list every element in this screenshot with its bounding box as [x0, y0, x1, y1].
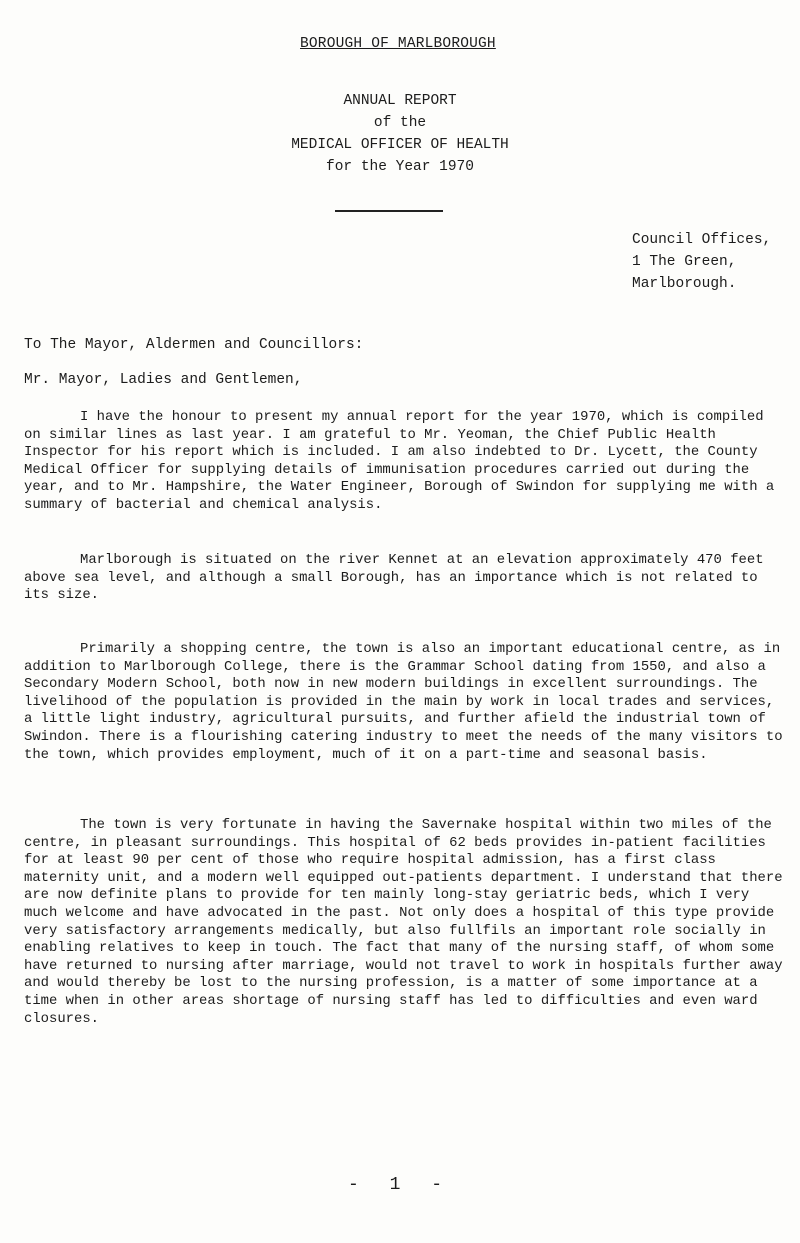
address-line: 1 The Green, — [632, 254, 737, 270]
addressee-line: To The Mayor, Aldermen and Councillors: — [24, 337, 364, 353]
title-line: MEDICAL OFFICER OF HEALTH — [291, 137, 509, 153]
body-paragraph: Primarily a shopping centre, the town is also an important educational centre, as in addition to Marlborough College, there is the Grammar School dating from 1550, and also a Secondary Modern School, both now in new modern buildings in excellent surroundings. The livelihood of the population is provided in the main by work in local trades and services, a little light industry, agricultural pursuits, and further afield the industrial town of Swindon. There is a flourishing catering industry to meet the needs of the many visitors to the town, which provides employment, much of it on a part-time and seasonal basis. — [24, 641, 783, 763]
title-line: of the — [373, 115, 427, 131]
body-paragraph: The town is very fortunate in having the Savernake hospital within two miles of the centre, in pleasant surroundings. This hospital of 62 beds provides in-patient facilities for at least 90 per cent of those who require hospital admission, has a first class maternity unit, and a modern well equipped out-patients department. I understand that there are now definite plans to provide for ten mainly long-stay geriatric beds, which I very much welcome and have advocated in the past. Not only does a hospital of this type provide very satisfactory arrangements medically, but also fullfils an important role socially in enabling relatives to keep in touch. The fact that many of the nursing staff, of whom some have returned to nursing after marriage, would not travel to work in hospitals further away and would thereby be lost to the nursing profession, is a matter of some importance at a time when in other areas shortage of nursing staff has led to difficulties and even ward closures. — [24, 817, 783, 1027]
title-divider — [335, 210, 443, 212]
body-paragraph: I have the honour to present my annual report for the year 1970, which is compiled on similar lines as last year. I am grateful to Mr. Yeoman, the Chief Public Health Inspector for his report which is included. I am also indebted to Dr. Lycett, the County Medical Officer for supplying details of immunisation procedures carried out during the year, and to Mr. Hampshire, the Water Engineer, Borough of Swindon for supplying me with a summary of bacterial and chemical analysis. — [24, 409, 775, 513]
page-number: - 1 - — [347, 1175, 452, 1195]
report-title-block — [290, 90, 510, 178]
sender-address — [632, 229, 771, 295]
address-line: Council Offices, — [632, 232, 772, 248]
borough-heading: BOROUGH OF MARLBOROUGH — [300, 36, 496, 52]
address-line: Marlborough. — [632, 276, 737, 292]
title-line: ANNUAL REPORT — [343, 93, 457, 109]
body-paragraph: Marlborough is situated on the river Kennet at an elevation approximately 470 feet above sea level, and although a small Borough, has an importance which is not related to its size. — [24, 552, 764, 604]
greeting-line: Mr. Mayor, Ladies and Gentlemen, — [24, 372, 303, 388]
title-line: for the Year 1970 — [326, 159, 474, 175]
